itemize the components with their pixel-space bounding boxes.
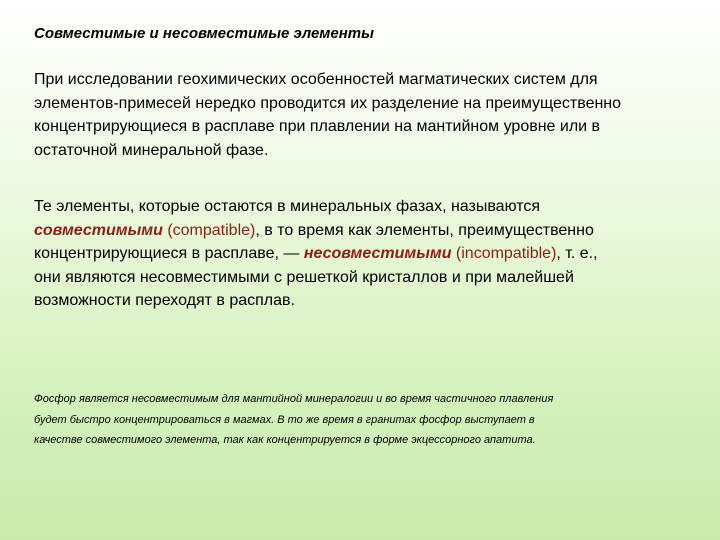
note-line: Фосфор является несовместимым для мантийной минералогии и во время частичного плавления — [34, 393, 554, 405]
term-compatible-ru: совместимыми — [34, 221, 163, 239]
paragraph-definition-line: они являются несовместимыми с решеткой кристаллов и при малейшей — [34, 268, 574, 286]
note-line: будет быстро концентрироваться в магмах. В то же время в гранитах фосфор выступает в — [34, 413, 535, 426]
paragraph-intro — [34, 68, 694, 162]
paragraph-intro-line: При исследовании геохимических особенностей магматических систем для — [34, 71, 598, 88]
slide-title: Совместимые и несовместимые элементы — [34, 25, 374, 42]
paragraph-definition-line — [34, 242, 694, 266]
paragraph-definition-text: концентрирующиеся в расплаве, — — [34, 245, 304, 262]
paragraph-definition-text: , в то время как элементы, преимущественно — [255, 221, 594, 239]
paragraph-definition-line: возможности переходят в расплав. — [34, 292, 295, 309]
phosphorus-note — [34, 389, 694, 451]
paragraph-definition-text: , т. е., — [556, 245, 598, 262]
paragraph-intro-line: концентрирующиеся в расплаве при плавлении на мантийном уровне или в — [34, 118, 601, 135]
paragraph-definition-line — [34, 219, 694, 243]
paragraph-intro-line: элементов-примесей нередко проводится их разделение на преимущественно — [34, 94, 622, 112]
note-line: качестве совместимого элемента, так как концентрируется в форме экцессорного апатита. — [34, 434, 536, 446]
term-compatible-en: (compatible) — [167, 221, 256, 239]
paragraph-definition-line: Те элементы, которые остаются в минеральных фазах, называются — [34, 198, 541, 215]
paragraph-intro-line: остаточной минеральной фазе. — [34, 141, 269, 159]
term-incompatible-en: (incompatible) — [455, 245, 557, 262]
term-incompatible-ru: несовместимыми — [303, 245, 452, 262]
paragraph-definition — [34, 195, 694, 313]
